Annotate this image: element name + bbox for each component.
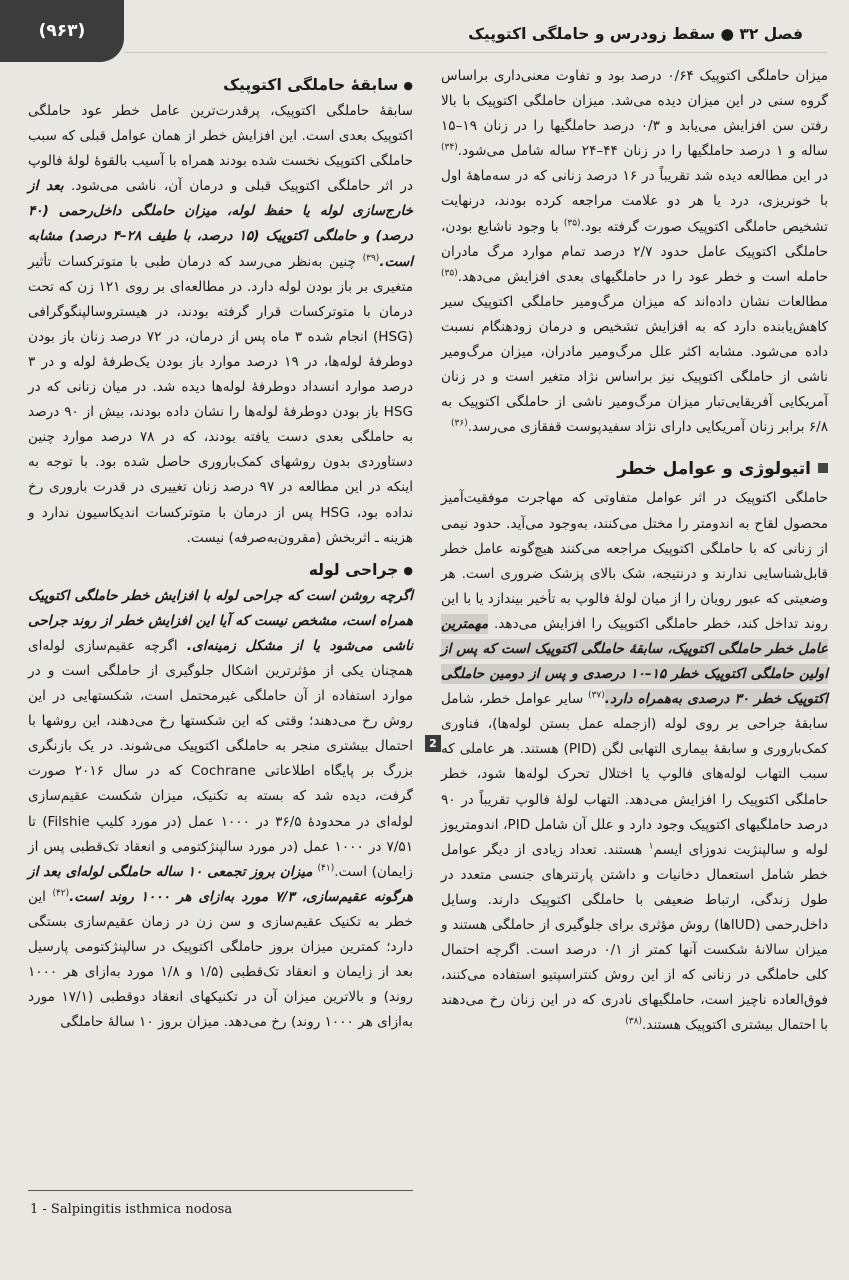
text-run: میزان حاملگی اکتوپیک ۰/۶۴ درصد بود و تفاوت معنی‌داری براساس گروه سنی در این میزان دیده می‌شد. میزان حاملگی اکتوپیک با بالا رفتن سن افزایش می‌یابد و ۰/۳ درصد حاملگیها را در زنان ۱۹–۱۵ ساله و ۱ درصد حاملگیها را در زنان ۴۴–۲۴ ساله شامل می‌شود. [441,68,829,160]
footnote-rule [28,1190,413,1191]
history-heading [28,72,413,99]
dot-bullet-icon: ● [403,563,413,577]
reference-37: (۳۷) [588,690,605,701]
dot-bullet-icon: ● [403,79,413,92]
footnote-mark: ۱ [648,841,654,852]
surgery-heading-text: جراحی لوله [308,560,399,579]
key-point-marker: 2 [425,735,441,752]
page-number: (۹۶۳) [38,21,86,41]
history-heading-text: سابقهٔ حاملگی اکتوپیک [223,76,399,94]
text-run: حاملگی اکتوپیک در اثر عوامل متفاوتی که مهاجرت موفقیت‌آمیز محصول لقاح به اندومتر را مختل می‌کنند، به‌وجود می‌آید. حدود نیمی از زنانی که با حاملگی اکتوپیک مراجعه می‌کنند هیچ‌گونه عامل خطر قابل‌شناسایی ندارند و درنتیجه، شک بالای پزشک ضروری است. هر وضعیتی که عبور رویان را از میان لولهٔ فالوپ به تأخیر بیندازد یا با این روند تداخل کند، خطر حاملگی اکتوپیک را افزایش می‌دهد. [441,490,828,632]
emphasized-text: بعد از خارج‌سازی لوله یا حفظ لوله، میزان حاملگی داخل‌رحمی (۴۰ درصد) و حاملگی اکتوپیک (۱۵ درصد، با طیف ۲۸–۴ درصد) مشابه است. [28,178,413,270]
page-header [0,0,849,64]
right-column [441,64,828,1038]
incidence-paragraph [441,64,828,440]
surgery-heading [28,557,413,584]
etiology-paragraph [441,486,828,1038]
reference-36: (۳۶) [451,418,468,429]
text-run: سایر عوامل خطر، شامل سابقهٔ جراحی بر روی لوله (ازجمله عمل بستن لوله‌ها)، فناوری کمک‌باروری و سابقهٔ بیماری التهابی لگن (PID) هستند. هر عاملی که سبب التهاب لوله‌های فالوپ یا اختلال تحرک لوله‌ها شود، خطر حاملگی اکتوپیک را افزایش می‌دهد. التهاب لولهٔ فالوپ تقریباً در ۹۰ درصد حاملگیهای اکتوپیک وجود دارد و علل آن شامل PID، اندومتریوز لوله و سالپنژیت ندوزای ایسم [441,691,829,858]
text-run: سابقهٔ حاملگی اکتوپیک، پرقدرت‌ترین عامل خطر عود حاملگی اکتوپیک بعدی است. این افزایش خطر از همان عوامل قبلی که سبب حاملگی اکتوپیک نخست شده بودند همراه با آسیب بالقوهٔ لولهٔ فالوپ در اثر حاملگی اکتوپیک قبلی و درمان آن، ناشی می‌شود. [28,103,413,195]
emphasized-text: میزان بروز تجمعی ۱۰ ساله حاملگی لوله‌ای بعد از هرگونه عقیم‌سازی، ۷/۳ مورد به‌ازای هر ۱۰۰۰ روند است. [28,863,413,905]
page-number-tab [0,0,124,62]
reference-42: (۴۲) [52,888,70,899]
emphasized-text: اگرچه روشن است که جراحی لوله با افزایش خطر حاملگی اکتوپیک همراه است، مشخص نیست که آیا این افزایش خطر از روند جراحی ناشی می‌شود یا از مشکل زمینه‌ای. [28,587,413,654]
highlighted-key-point: مهمترین عامل خطر حاملگی اکتوپیک، سابقهٔ حاملگی اکتوپیک است که پس از اولین حاملگی اکتوپیک خطر ۱۵–۱۰ درصدی و پس از دومین حاملگی اکتوپیک خطر ۳۰ درصدی به‌همراه دارد. [441,615,829,708]
etiology-heading [441,454,828,484]
reference-35b: (۳۵) [441,268,458,279]
text-run: مطالعات نشان داده‌اند که میزان مرگ‌ومیر حاملگی اکتوپیک سیر کاهش‌یابنده دارد که به افزایش تشخیص و درمان زودهنگام نسبت داده می‌شود. مشابه اکثر علل مرگ‌ومیر مادران، میزان مرگ‌ومیر ناشی از حاملگی اکتوپیک نیز براساس نژاد متغیر است و در زنان آمریکایی آفریقایی‌تبار میزان مرگ‌ومیر ناشی از حاملگی اکتوپیک به ۶/۸ برابر زنان آمریکایی دارای نژاد سفیدپوست قفقازی می‌رسد. [441,293,828,436]
square-bullet-icon [818,463,828,473]
reference-41: (۴۱) [317,863,335,874]
surgery-paragraph [28,584,413,1036]
reference-39: (۳۹) [362,253,380,264]
text-run: چنین به‌نظر می‌رسد که درمان طبی با متوترکسات تأثیر متغیری بر باز بودن لوله دارد. در مطالعه‌ای بر روی ۱۲۱ زن که تحت درمان با متوترکسات قرار گرفته بودند، در هیستروسالپنگوگرافی (HSG) انجام شده ۳ ماه پس از درمان، در ۷۲ درصد زنان باز بودن دوطرفهٔ لوله‌ها، در ۱۹ درصد موارد باز بودن یک‌طرفهٔ لوله و در ۳ درصد موارد انسداد دوطرفهٔ لوله‌ها دیده شد. در میان زنانی که در HSG باز بودن دوطرفهٔ لوله‌ها را نشان داده بودند، بیش از ۹۰ درصد به حاملگی بعدی دست یافته بودند، که در ۷۸ درصد موارد چنین دستاوردی بدون روشهای کمک‌باروری حاصل شده بود. با توجه به اینکه در این مطالعه در ۹۷ درصد زنان تغییری در قدرت باروری رخ نداده بود، HSG پس از درمان با متوترکسات اندیکاسیون ندارد و هزینه ـ اثربخش (مقرون‌به‌صرفه) نیست. [28,253,413,546]
text-run: با وجود ناشایع بودن، حاملگی اکتوپیک عامل حدود ۲/۷ درصد تمام موارد مرگ مادران حامله است و خطر عود را در حاملگیهای بعدی افزایش می‌دهد. [441,218,828,285]
left-column [28,72,413,1035]
history-paragraph [28,99,413,551]
text-run: هستند. تعداد زیادی از دیگر عوامل خطر شامل استعمال دخانیات و داشتن پارتنرهای جنسی متعدد در طول زندگی، ارتباط ضعیفی با حاملگی اکتوپیک دارند. وسایل داخل‌رحمی (IUDها) روش مؤثری برای جلوگیری از حاملگی هستند و میزان سالانهٔ شکست آنها کمتر از ۰/۱ درصد است. اگرچه احتمال کلی حاملگی در زنانی که از این روش کنتراسپتیو استفاده می‌کنند، فوق‌العاده ناچیز است، حاملگیهای نادری که در این زنان رخ می‌دهند با احتمال بیشتری اکتوپیک هستند. [441,841,828,1034]
text-run: اگرچه عقیم‌سازی لوله‌ای همچنان یکی از مؤثرترین اشکال جلوگیری از حاملگی است و در موارد استفاده از آن حاملگی غیرمحتمل است، شکستهایی در این روش رخ می‌دهند؛ وقتی که این شکستها رخ می‌دهند، این روشها با احتمال بیشتری منجر به حاملگی اکتوپیک می‌شوند. در یک بازنگری بزرگ بر پایگاه اطلاعاتی Cochrane که در سال ۲۰۱۶ صورت گرفت، دیده شد که بسته به تکنیک، میزان شکست عقیم‌سازی لوله‌ای در محدودهٔ ۳۶/۵ در ۱۰۰۰ عمل (در مورد کلیپ Filshie) تا ۷/۵۱ در ۱۰۰۰ عمل (در مورد سالپنژکتومی و انعقاد تک‌قطبی پس از زایمان) است. [28,637,414,880]
chapter-title: فصل ۳۲ ● سقط زودرس و حاملگی اکتوپیک [468,25,803,43]
text-run: این خطر به تکنیک عقیم‌سازی و سن زن در زمان عقیم‌سازی بستگی دارد؛ کمترین میزان بروز حاملگی اکتوپیک در سالپنژکتومی پارسیل بعد از زایمان و انعقاد تک‌قطبی (۱/۵ و ۱/۸ مورد به‌ازای هر ۱۰۰۰ روند) و بالاترین میزان آن در تکنیکهای انعقاد دوقطبی (۱۷/۱ مورد به‌ازای هر ۱۰۰۰ روند) رخ می‌دهد. میزان بروز ۱۰ سالهٔ حاملگی [28,888,413,1031]
etiology-heading-text: اتیولوژی و عوامل خطر [617,459,811,480]
text-run: در این مطالعه دیده شد تقریباً در ۱۶ درصد زنانی که در سه‌ماههٔ اول با خونریزی، درد یا هر دو علامت مراجعه کرده بودند، درنهایت تشخیص حاملگی اکتوپیک صورت گرفته بود. [441,168,829,235]
header-rule [124,52,827,53]
footnote: 1 - Salpingitis isthmica nodosa [30,1202,233,1217]
reference-34: (۳۴) [441,142,458,153]
reference-35a: (۳۵) [563,218,581,229]
reference-38: (۳۸) [625,1016,642,1027]
